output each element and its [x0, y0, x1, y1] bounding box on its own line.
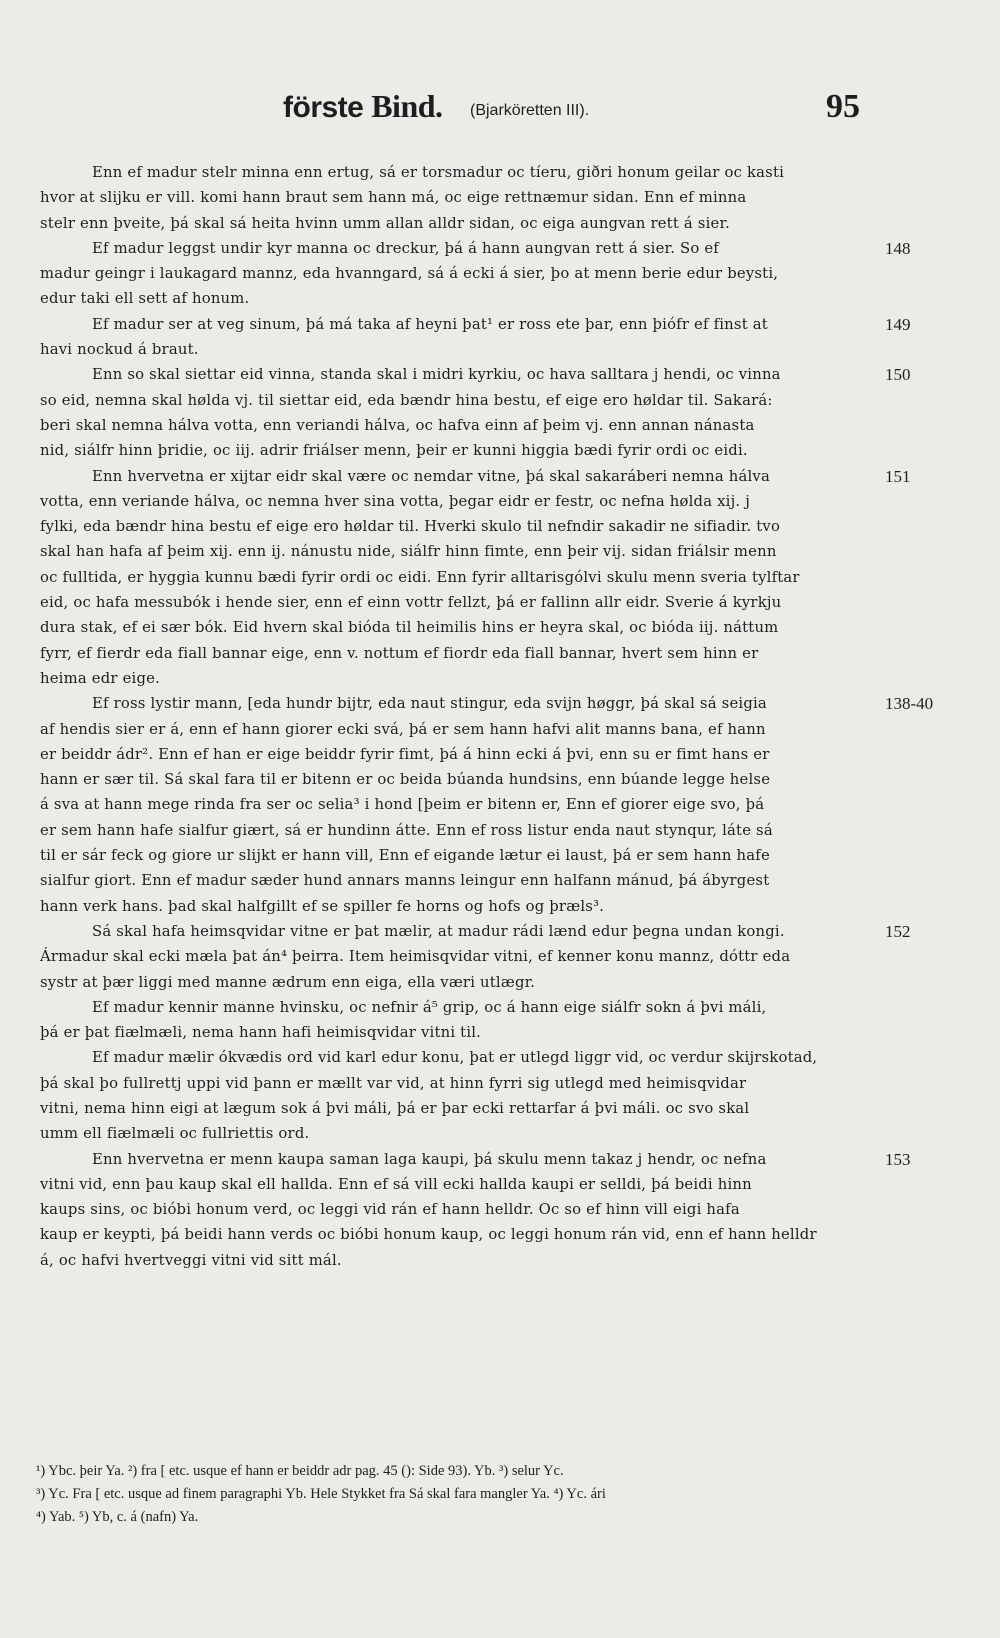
text-line: heima edr eige.	[40, 669, 161, 687]
text-line: sialfur giort. Enn ef madur sæder hund annars manns leingur enn halfann mánud, þá ábyrgest	[40, 872, 770, 890]
text-line: kaups sins, oc bióbi honum verd, oc leggi vid rán ef hann helldr. Oc so ef hinn vill eigi hafa	[40, 1201, 740, 1219]
text-line: havi nockud á braut.	[40, 341, 199, 359]
text-line: Ef madur ser at veg sinum, þá má taka af heyni þat¹ er ross ete þar, enn þiófr ef finst at	[92, 315, 768, 333]
text-line: Enn so skal siettar eid vinna, standa skal i midri kyrkiu, oc hava salltara j hendi, oc vinna	[92, 366, 781, 384]
running-subtitle: (Bjarköretten III).	[470, 102, 590, 119]
text-line: á, oc hafvi hvertveggi vitni vid sitt mál.	[40, 1251, 342, 1269]
text-line: vitni vid, enn þau kaup skal ell hallda. Enn ef sá vill ecki hallda kaupi er selldi, þá beidi hinn	[40, 1175, 752, 1193]
text-line: hann verk hans. þad skal halfgillt ef se spiller fe horns og hofs og þræls³.	[40, 897, 605, 915]
margin-number: 152	[885, 922, 911, 941]
footnote-line: ⁴) Yab. ⁵) Yb, c. á (nafn) Ya.	[36, 1509, 199, 1525]
text-line: Enn hvervetna er menn kaupa saman laga kaupi, þá skulu menn takaz j hendr, oc nefna	[92, 1150, 767, 1168]
text-line: hvor at slijku er vill. komi hann braut sem hann má, oc eige rettnæmur sidan. Enn ef minna	[40, 189, 747, 207]
text-line: er beiddr ádr². Enn ef han er eige beiddr fyrir fimt, þá á hinn ecki á þvi, enn su er fimt hans er	[40, 745, 770, 763]
text-line: stelr enn þveite, þá skal sá heita hvinn umm allan alldr sidan, oc eiga aungvan rett á sier.	[40, 214, 731, 232]
text-line: skal han hafa af þeim xij. enn ij. nánustu nide, siálfr hinn fimte, enn þeir vij. sidan friálsir menn	[40, 543, 777, 561]
text-line: eid, oc hafa messubók i hende sier, enn ef einn vottr fellzt, þá er fallinn allr eidr. Sverie á kyrkju	[40, 594, 782, 612]
body-text	[40, 160, 870, 1273]
text-line: nid, siálfr hinn þridie, oc iij. adrir friálser menn, þeir er kunni higgia bædi fyrir ordi oc eidi.	[40, 442, 748, 460]
text-line: so eid, nemna skal hølda vj. til siettar eid, eda bændr hina bestu, ef eige ero høldar til. Sakará:	[40, 391, 773, 409]
margin-number: 149	[885, 314, 911, 334]
text-line: umm ell fiælmæli oc fullriettis ord.	[40, 1125, 310, 1143]
text-line: Enn ef madur stelr minna enn ertug, sá er torsmadur oc tíeru, giðri honum geilar oc kasti	[92, 164, 785, 181]
text-line: Ef madur kennir manne hvinsku, oc nefnir á⁵ grip, oc á hann eige siálfr sokn á þvi máli,	[92, 998, 767, 1016]
text-line: til er sár feck og giore ur slijkt er hann vill, Enn ef eigande lætur ei laust, þá er sem hann hafe	[40, 847, 770, 865]
text-line: þá skal þo fullrettj uppi vid þann er mællt var vid, at hinn fyrri sig utlegd med heimisqvidar	[40, 1074, 747, 1092]
text-line: hann er sær til. Sá skal fara til er bitenn er oc beida búanda hundsins, enn búande legge helse	[40, 771, 771, 789]
text-line: Ef ross lystir mann, [eda hundr bijtr, eda naut stingur, eda svijn høggr, þá skal sá seigia	[92, 695, 767, 713]
text-line: beri skal nemna hálva votta, enn veriandi hálva, oc hafva einn af þeim vj. enn annan nánasta	[40, 416, 755, 434]
margin-number: 138-40	[885, 694, 934, 714]
footnote-line: ¹) Ybc. þeir Ya. ²) fra [ etc. usque ef hann er beiddr adr pag. 45 (): Side 93). Yb. ³) selur Yc.	[36, 1463, 564, 1479]
text-line: Ef madur mælir ókvædis ord vid karl edur konu, þat er utlegd liggr vid, oc verdur skijrskotad,	[92, 1049, 818, 1067]
footnotes	[36, 1460, 906, 1529]
page-header	[0, 88, 1000, 138]
text-line: Sá skal hafa heimsqvidar vitne er þat mælir, at madur rádi lænd edur þegna undan kongi.	[92, 922, 785, 940]
title-word-second: Bind.	[371, 88, 443, 124]
text-line: fyrr, ef fierdr eda fiall bannar eige, enn v. nottum ef fiordr eda fiall bannar, hvert sem hinn er	[40, 644, 759, 662]
title-word-first: förste	[283, 91, 364, 124]
text-line: vitni, nema hinn eigi at lægum sok á þvi máli, þá er þar ecki rettarfar á þvi máli. oc svo skal	[40, 1099, 750, 1117]
margin-number: 151	[885, 466, 911, 486]
running-title	[283, 88, 443, 125]
margin-number: 148	[885, 238, 911, 258]
text-line: fylki, eda bændr hina bestu ef eige ero høldar til. Hverki skulo til nefndir sakadir ne sifiadir. tvo	[40, 518, 781, 536]
text-line: á sva at hann mege rinda fra ser oc selia³ i hond [þeim er bitenn er, Enn ef giorer eige svo, þá	[40, 796, 765, 814]
text-line: Ef madur leggst undir kyr manna oc dreckur, þá á hann aungvan rett á sier. So ef	[92, 239, 719, 257]
margin-number: 153	[885, 1149, 911, 1169]
text-line: votta, enn veriande hálva, oc nemna hver sina votta, þegar eidr er festr, oc nefna hølda xij. j	[40, 492, 750, 510]
text-line: þá er þat fiælmæli, nema hann hafi heimisqvidar vitni til.	[40, 1024, 482, 1042]
text-line: Ármadur skal ecki mæla þat án⁴ þeirra. Item heimisqvidar vitni, ef kenner konu mannz, dóttr eda	[40, 948, 791, 966]
margin-number: 150	[885, 365, 911, 385]
text-line: af hendis sier er á, enn ef hann giorer ecki svá, þá er sem hann hafvi alit manns bana, ef hann	[40, 720, 766, 738]
text-line: kaup er keypti, þá beidi hann verds oc bióbi honum kaup, oc leggi honum rán vid, enn ef hann helldr	[40, 1226, 817, 1244]
footnote-line: ³) Yc. Fra [ etc. usque ad finem paragraphi Yb. Hele Stykket fra Sá skal fara mangler Ya. ⁴) Yc. ári	[36, 1486, 606, 1502]
text-line: oc fulltida, er hyggia kunnu bædi fyrir ordi oc eidi. Enn fyrir alltarisgólvi skulu menn sveria tylftar	[40, 568, 800, 586]
text-line: Enn hvervetna er xijtar eidr skal være oc nemdar vitne, þá skal sakaráberi nemna hálva	[92, 467, 771, 485]
page-number: 95	[826, 88, 860, 125]
text-line: edur taki ell sett af honum.	[40, 290, 250, 308]
text-line: er sem hann hafe sialfur giært, sá er hundinn átte. Enn ef ross listur enda naut stynqur, láte sá	[40, 821, 773, 839]
text-line: madur geingr i laukagard mannz, eda hvanngard, sá á ecki á sier, þo at menn berie edur beysti,	[40, 265, 779, 283]
text-line: systr at þær liggi med manne ædrum enn eiga, ella væri utlægr.	[40, 973, 536, 991]
text-line: dura stak, ef ei sær bók. Eid hvern skal bióda til heimilis hins er heyra skal, oc bióda iij. náttum	[40, 619, 779, 637]
